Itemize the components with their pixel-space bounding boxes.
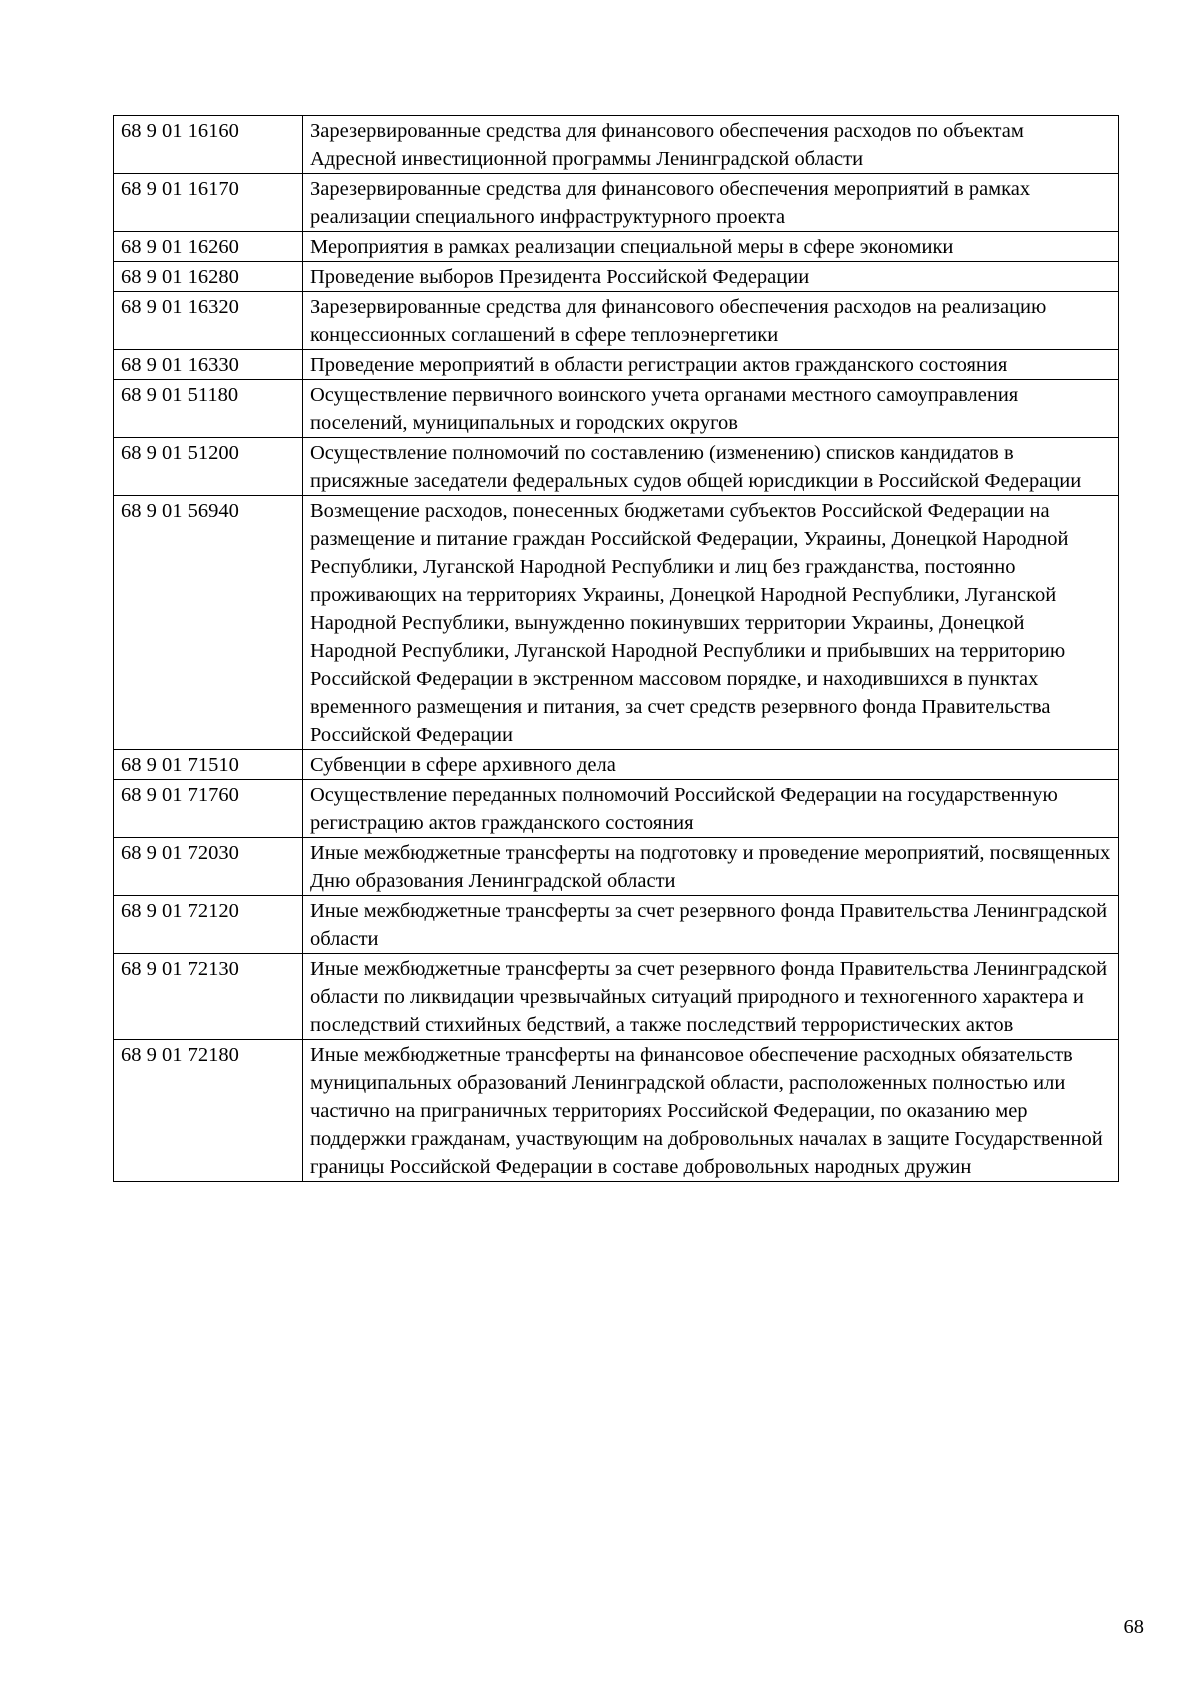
row-description-cell: Субвенции в сфере архивного дела [303,750,1119,780]
row-code-cell: 68 9 01 72030 [114,838,303,896]
row-description-cell: Осуществление переданных полномочий Российской Федерации на государственную регистрацию актов гражданского состояния [303,780,1119,838]
row-code-cell: 68 9 01 72120 [114,896,303,954]
table-row [114,174,1119,232]
row-code-cell: 68 9 01 51200 [114,438,303,496]
row-description-cell: Проведение мероприятий в области регистрации актов гражданского состояния [303,350,1119,380]
table-row [114,838,1119,896]
row-description-cell: Иные межбюджетные трансферты на финансовое обеспечение расходных обязательств муниципальных образований Ленинградской области, расположенных полностью или частично на приграничных территориях Российской Федерации, по оказанию мер поддержки гражданам, участвующим на добровольных началах в защите Государственной границы Российской Федерации в составе добровольных народных дружин [303,1040,1119,1182]
row-description-cell: Зарезервированные средства для финансового обеспечения расходов на реализацию концессионных соглашений в сфере теплоэнергетики [303,292,1119,350]
row-description-cell: Иные межбюджетные трансферты за счет резервного фонда Правительства Ленинградской области [303,896,1119,954]
row-code-cell: 68 9 01 72130 [114,954,303,1040]
table-row [114,232,1119,262]
table-row [114,1040,1119,1182]
table-row [114,954,1119,1040]
table-row [114,780,1119,838]
row-code-cell: 68 9 01 72180 [114,1040,303,1182]
row-description-cell: Мероприятия в рамках реализации специальной меры в сфере экономики [303,232,1119,262]
row-code-cell: 68 9 01 16160 [114,116,303,174]
table-row [114,116,1119,174]
table-row [114,262,1119,292]
row-code-cell: 68 9 01 16280 [114,262,303,292]
row-description-cell: Осуществление полномочий по составлению (изменению) списков кандидатов в присяжные заседатели федеральных судов общей юрисдикции в Российской Федерации [303,438,1119,496]
row-code-cell: 68 9 01 16330 [114,350,303,380]
row-description-cell: Зарезервированные средства для финансового обеспечения расходов по объектам Адресной инвестиционной программы Ленинградской области [303,116,1119,174]
row-description-cell: Иные межбюджетные трансферты за счет резервного фонда Правительства Ленинградской области по ликвидации чрезвычайных ситуаций природного и техногенного характера и последствий стихийных бедствий, а также последствий террористических актов [303,954,1119,1040]
row-description-cell: Возмещение расходов, понесенных бюджетами субъектов Российской Федерации на размещение и питание граждан Российской Федерации, Украины, Донецкой Народной Республики, Луганской Народной Республики и лиц без гражданства, постоянно проживающих на территориях Украины, Донецкой Народной Республики, Луганской Народной Республики, вынужденно покинувших территории Украины, Донецкой Народной Республики, Луганской Народной Республики и прибывших на территорию Российской Федерации в экстренном массовом порядке, и находившихся в пунктах временного размещения и питания, за счет средств резервного фонда Правительства Российской Федерации [303,496,1119,750]
budget-codes-table [113,115,1119,1182]
row-code-cell: 68 9 01 71510 [114,750,303,780]
table-row [114,438,1119,496]
row-code-cell: 68 9 01 16260 [114,232,303,262]
table-row [114,750,1119,780]
table-row [114,350,1119,380]
row-code-cell: 68 9 01 51180 [114,380,303,438]
table-row [114,496,1119,750]
row-description-cell: Осуществление первичного воинского учета органами местного самоуправления поселений, муниципальных и городских округов [303,380,1119,438]
row-code-cell: 68 9 01 16320 [114,292,303,350]
table-row [114,380,1119,438]
row-description-cell: Иные межбюджетные трансферты на подготовку и проведение мероприятий, посвященных Дню образования Ленинградской области [303,838,1119,896]
table-row [114,896,1119,954]
row-description-cell: Проведение выборов Президента Российской Федерации [303,262,1119,292]
row-code-cell: 68 9 01 71760 [114,780,303,838]
row-description-cell: Зарезервированные средства для финансового обеспечения мероприятий в рамках реализации специального инфраструктурного проекта [303,174,1119,232]
table-body [114,116,1119,1182]
row-code-cell: 68 9 01 16170 [114,174,303,232]
page-number: 68 [1123,1616,1144,1638]
row-code-cell: 68 9 01 56940 [114,496,303,750]
table-row [114,292,1119,350]
